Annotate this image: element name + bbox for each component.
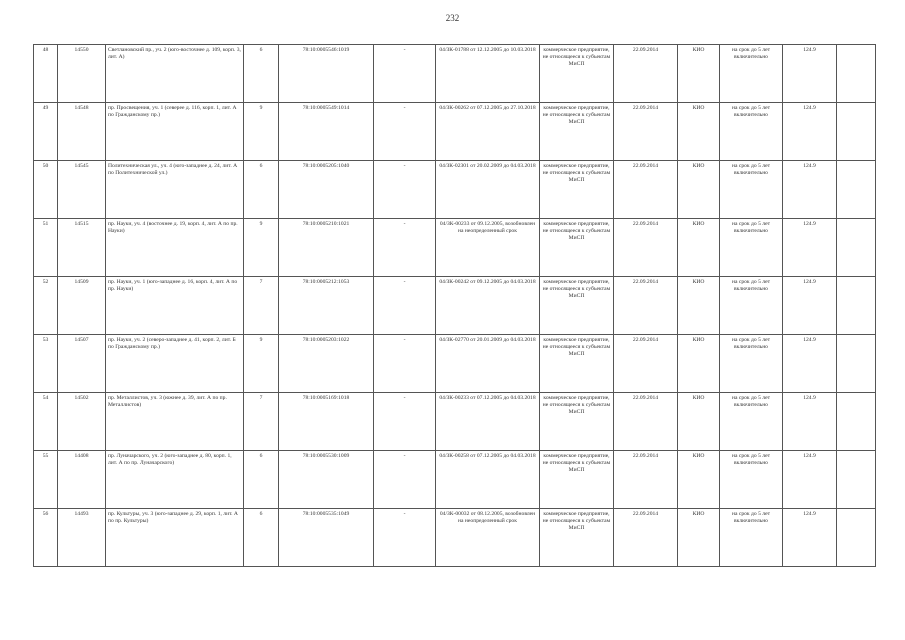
cell-tenant-category: коммерческое предприятие, не относящееся к субъектам МиСП [540, 219, 614, 277]
cell-lease-agreement: 04/ЗК-00242 от 09.12.2005 до 04.03.2018 [436, 277, 540, 335]
cell-address: пр. Металлистов, уч. 3 (южнее д. 39, лит. А по пр. Металлистов) [106, 393, 244, 451]
cell-address: Светлановский пр., уч. 2 (юго-восточнее д. 109, корп. 3, лит. А) [106, 45, 244, 103]
cell-area-zone: 6 [244, 161, 279, 219]
cell-code: 124.9 [783, 451, 837, 509]
cell-address: пр. Луначарского, уч. 2 (юго-западнее д. 80, корп. 1, лит. А по пр. Луначарского) [106, 451, 244, 509]
cell-plot-id: 14509 [58, 277, 106, 335]
cell-term: на срок до 5 лет включительно [720, 451, 783, 509]
cell-status: - [374, 219, 436, 277]
cell-code: 124.9 [783, 277, 837, 335]
cell-lease-agreement: 04/ЗК-00258 от 07.12.2005 до 04.03.2018 [436, 451, 540, 509]
cell-row-number: 51 [34, 219, 58, 277]
cell-plot-id: 14408 [58, 451, 106, 509]
cell-lease-agreement: 04/ЗК-00032 от 08.12.2005, возобновлен на неопределенный срок [436, 509, 540, 567]
cell-lease-agreement: 04/ЗК-02301 от 20.02.2009 до 04.03.2018 [436, 161, 540, 219]
cell-lease-agreement: 04/ЗК-00233 от 09.12.2005, возобновлен на неопределенный срок [436, 219, 540, 277]
cell-extra [837, 335, 876, 393]
cell-area-zone: 9 [244, 219, 279, 277]
cell-status: - [374, 103, 436, 161]
land-plots-table [33, 44, 876, 567]
cell-plot-id: 14545 [58, 161, 106, 219]
cell-status: - [374, 509, 436, 567]
cell-code: 124.9 [783, 103, 837, 161]
cell-code: 124.9 [783, 45, 837, 103]
cell-address: Политехническая ул., уч. 4 (юго-западнее д. 24, лит. А по Политехнической ул.) [106, 161, 244, 219]
cell-lease-agreement: 04/ЗК-00233 от 07.12.2005 до 04.03.2018 [436, 393, 540, 451]
cell-cadastral-number: 78:10:0005535:1049 [279, 509, 374, 567]
cell-date: 22.09.2014 [614, 45, 678, 103]
cell-code: 124.9 [783, 509, 837, 567]
cell-tenant-category: коммерческое предприятие, не относящееся к субъектам МиСП [540, 277, 614, 335]
cell-tenant-category: коммерческое предприятие, не относящееся к субъектам МиСП [540, 161, 614, 219]
cell-date: 22.09.2014 [614, 161, 678, 219]
cell-extra [837, 219, 876, 277]
cell-area-zone: 9 [244, 335, 279, 393]
cell-term: на срок до 5 лет включительно [720, 509, 783, 567]
table-row [34, 451, 876, 509]
cell-authority: КИО [678, 103, 720, 161]
cell-code: 124.9 [783, 161, 837, 219]
cell-term: на срок до 5 лет включительно [720, 393, 783, 451]
cell-authority: КИО [678, 335, 720, 393]
cell-address: пр. Науки, уч. 2 (северо-западнее д. 41, корп. 2, лит. Б по Гражданскому пр.) [106, 335, 244, 393]
cell-cadastral-number: 78:10:0005205:1040 [279, 161, 374, 219]
cell-cadastral-number: 78:10:0005203:1022 [279, 335, 374, 393]
cell-extra [837, 393, 876, 451]
table-row [34, 45, 876, 103]
cell-plot-id: 14548 [58, 103, 106, 161]
cell-authority: КИО [678, 451, 720, 509]
cell-status: - [374, 161, 436, 219]
cell-row-number: 55 [34, 451, 58, 509]
cell-term: на срок до 5 лет включительно [720, 161, 783, 219]
cell-area-zone: 6 [244, 509, 279, 567]
cell-authority: КИО [678, 219, 720, 277]
cell-area-zone: 9 [244, 103, 279, 161]
cell-tenant-category: коммерческое предприятие, не относящееся к субъектам МиСП [540, 451, 614, 509]
cell-tenant-category: коммерческое предприятие, не относящееся к субъектам МиСП [540, 103, 614, 161]
cell-tenant-category: коммерческое предприятие, не относящееся к субъектам МиСП [540, 509, 614, 567]
table-row [34, 509, 876, 567]
cell-plot-id: 14550 [58, 45, 106, 103]
cell-lease-agreement: 04/ЗК-02770 от 20.01.2009 до 04.03.2018 [436, 335, 540, 393]
cell-area-zone: 7 [244, 277, 279, 335]
cell-status: - [374, 393, 436, 451]
cell-plot-id: 14493 [58, 509, 106, 567]
cell-term: на срок до 5 лет включительно [720, 335, 783, 393]
table-row [34, 161, 876, 219]
cell-cadastral-number: 78:10:0005546:1019 [279, 45, 374, 103]
cell-extra [837, 451, 876, 509]
cell-extra [837, 161, 876, 219]
cell-code: 124.9 [783, 335, 837, 393]
table-row [34, 335, 876, 393]
cell-extra [837, 103, 876, 161]
cell-cadastral-number: 78:10:0005530:1009 [279, 451, 374, 509]
page-number: 232 [445, 13, 460, 23]
table-row [34, 103, 876, 161]
cell-status: - [374, 45, 436, 103]
cell-plot-id: 14502 [58, 393, 106, 451]
cell-row-number: 56 [34, 509, 58, 567]
cell-cadastral-number: 78:10:0005169:1018 [279, 393, 374, 451]
cell-term: на срок до 5 лет включительно [720, 277, 783, 335]
cell-row-number: 53 [34, 335, 58, 393]
cell-cadastral-number: 78:10:0005210:1021 [279, 219, 374, 277]
cell-status: - [374, 277, 436, 335]
cell-row-number: 54 [34, 393, 58, 451]
cell-row-number: 49 [34, 103, 58, 161]
cell-tenant-category: коммерческое предприятие, не относящееся к субъектам МиСП [540, 45, 614, 103]
cell-address: пр. Науки, уч. 1 (юго-западнее д. 16, корп. 4, лит. А по пр. Науки) [106, 277, 244, 335]
cell-authority: КИО [678, 161, 720, 219]
cell-code: 124.9 [783, 393, 837, 451]
cell-code: 124.9 [783, 219, 837, 277]
table-row [34, 219, 876, 277]
table-row [34, 277, 876, 335]
cell-plot-id: 14507 [58, 335, 106, 393]
cell-authority: КИО [678, 45, 720, 103]
cell-date: 22.09.2014 [614, 335, 678, 393]
cell-term: на срок до 5 лет включительно [720, 45, 783, 103]
cell-address: пр. Просвещения, уч. 1 (северее д. 116, корп. 1, лит. А по Гражданскому пр.) [106, 103, 244, 161]
cell-tenant-category: коммерческое предприятие, не относящееся к субъектам МиСП [540, 393, 614, 451]
cell-extra [837, 45, 876, 103]
cell-term: на срок до 5 лет включительно [720, 219, 783, 277]
cell-date: 22.09.2014 [614, 103, 678, 161]
cell-row-number: 52 [34, 277, 58, 335]
cell-area-zone: 7 [244, 393, 279, 451]
cell-area-zone: 6 [244, 45, 279, 103]
cell-date: 22.09.2014 [614, 451, 678, 509]
cell-row-number: 50 [34, 161, 58, 219]
cell-area-zone: 6 [244, 451, 279, 509]
cell-plot-id: 14515 [58, 219, 106, 277]
cell-date: 22.09.2014 [614, 509, 678, 567]
cell-authority: КИО [678, 509, 720, 567]
cell-status: - [374, 335, 436, 393]
cell-lease-agreement: 04/ЗК-00262 от 07.12.2005 до 27.10.2018 [436, 103, 540, 161]
cell-authority: КИО [678, 393, 720, 451]
cell-authority: КИО [678, 277, 720, 335]
cell-address: пр. Культуры, уч. 3 (юго-западнее д. 29, корп. 1, лит. А по пр. Культуры) [106, 509, 244, 567]
cell-cadastral-number: 78:10:0005549:1014 [279, 103, 374, 161]
cell-lease-agreement: 04/ЗК-01788 от 12.12.2005 до 10.03.2018 [436, 45, 540, 103]
cell-address: пр. Науки, уч. 4 (восточнее д. 19, корп. 4, лит. А по пр. Науки) [106, 219, 244, 277]
cell-date: 22.09.2014 [614, 393, 678, 451]
table-row [34, 393, 876, 451]
cell-extra [837, 509, 876, 567]
cell-extra [837, 277, 876, 335]
cell-status: - [374, 451, 436, 509]
cell-date: 22.09.2014 [614, 219, 678, 277]
cell-cadastral-number: 78:10:0005212:1053 [279, 277, 374, 335]
cell-term: на срок до 5 лет включительно [720, 103, 783, 161]
cell-date: 22.09.2014 [614, 277, 678, 335]
cell-tenant-category: коммерческое предприятие, не относящееся к субъектам МиСП [540, 335, 614, 393]
cell-row-number: 48 [34, 45, 58, 103]
